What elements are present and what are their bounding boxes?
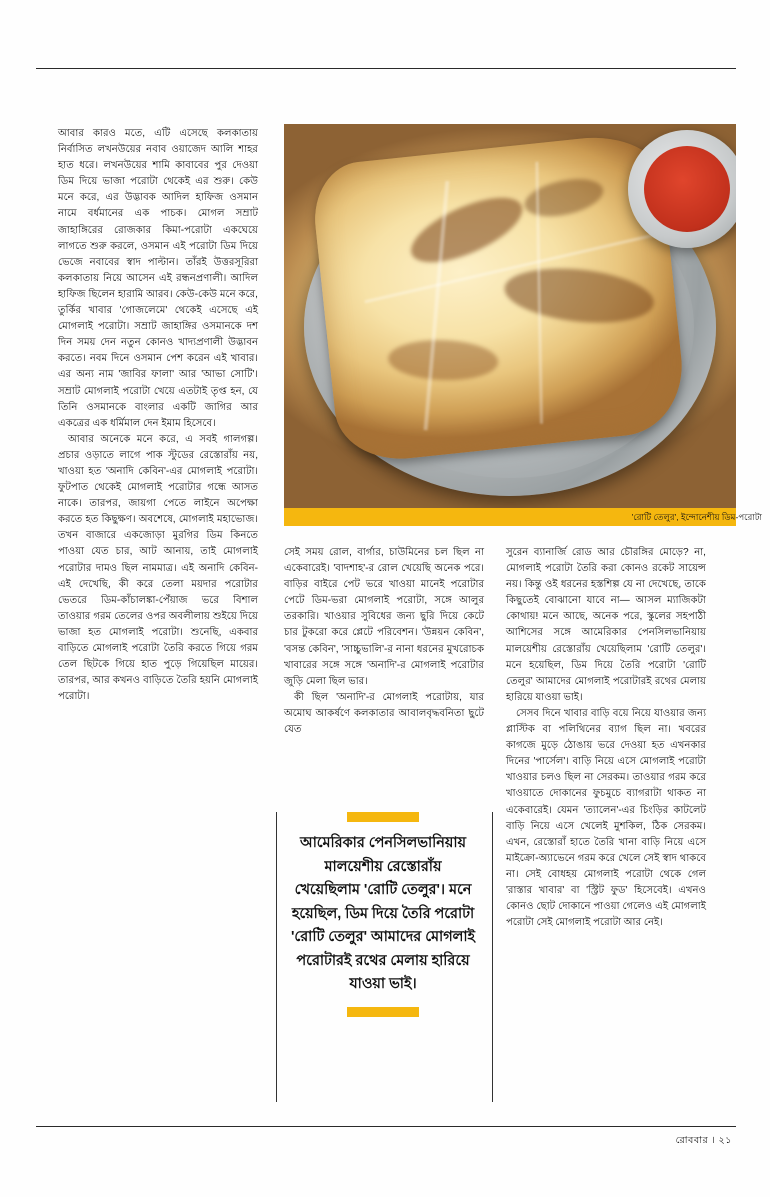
char-mark — [388, 338, 499, 382]
char-mark — [403, 185, 531, 276]
char-mark — [502, 262, 657, 329]
pullquote — [290, 812, 476, 1017]
article-column-middle — [284, 545, 484, 738]
article-column-right — [506, 545, 706, 931]
paragraph: আবার কারও মতে, এটি এসেছে কলকাতায় নির্বাসিত লখনউয়ের নবাব ওয়াজেদ আলি শাহর হাত ধরে। লখনউয়ের শামি কাবাবের পুর দেওয়া ডিম দিয়ে ভাজা পরোটা থেকেই এর শুরু। কেউ মনে করে, এর উদ্ভাবক আদিল হাফিজ ওসমান নামে বর্ধমানের এক পাচক। মোগল সম্রাট জাহাঙ্গিরের রোজকার কিমা-পরোটা একঘেয়ে লাগতে শুরু করলে, ওসমান এই পরোটা ডিম দিয়ে ভেজে নবাবের স্বাদ পাল্টান। তাঁরই উত্তরসূরিরা কলকাতায় নিয়ে আসেন এই রন্ধনপ্রণালী। আদিল হাফিজ ছিলেন হারামি আরব। কেউ-কেউ মনে করে, তুর্কির খাবার 'গোজলেমে' থেকেই এসেছে এই মোগলাই পরোটা। সম্রাট জাহাঙ্গির ওসমানকে দশ দিন সময় দেন নতুন কোনও খাদ্যপ্রণালী উদ্ভাবন করতে। নবম দিনে ওসমান পেশ করেন এই খাবার। এর অন্য নাম 'জাবির ফালা' আর 'আভা সোটি'। সম্রাট মোগলাই পরোটা খেয়ে এতটাই তৃপ্ত হন, যে তিনি ওসমানকে বাংলার একটি জাগির আর একত্রের এক ধর্মিমাল দেন ইমাম হিসেবে। — [58, 128, 258, 429]
paragraph: সেই সময় রোল, বার্গার, চাউমিনের চল ছিল না একেবারেই। 'বাদশাহ'-র রোল খেয়েছি অনেক পরে। বাড়ির বাইরে পেট ভরে খাওয়া মানেই পরোটার পেটে ডিম-ভরা মোগলাই পরোটা, সঙ্গে আলুর তরকারি। খাওয়ার সুবিধের জন্য ছুরি দিয়ে কেটে চার টুকরো করে প্লেটে পরিবেশন। 'উন্নয়ন কেবিন', 'বসন্ত কেবিন', 'সাচ্চুভালি'-র নানা ধরনের মুখরোচক খাবারের সঙ্গে সঙ্গে 'অনাদি'-র মোগলাই পরোটার জুড়ি মেলা ছিল ভার। — [284, 547, 484, 687]
photo-background — [284, 124, 736, 517]
page-folio: রোববার । ২১ — [675, 1135, 732, 1146]
top-divider — [36, 68, 736, 69]
paragraph: কী ছিল 'অনাদি'-র মোগলাই পরোটায়, যার অমোঘ আকর্ষণে কলকাতার আবালবৃদ্ধবনিতা ছুটে যেত — [284, 691, 484, 736]
char-mark — [521, 173, 606, 223]
pullquote-rule-right — [492, 812, 493, 1102]
pullquote-bar-bottom — [347, 1007, 419, 1017]
article-photo — [284, 124, 736, 517]
pullquote-rule-left — [276, 812, 277, 1102]
pullquote-bar-top — [347, 812, 419, 822]
paragraph: সুরেন ব্যানার্জি রোড আর চৌরঙ্গির মোড়ে? না, মোগলাই পরোটা তৈরি করা কোনও রকেট সায়েন্স নয়। কিন্তু ওই ধরনের হস্তশিল্প যে না দেখেছে, তাকে কিছুতেই বোঝানো যাবে না— আসল ম্যাজিকটা কোথায়! মনে আছে, অনেক পরে, স্কুলের সহপাঠী আশিসের সঙ্গে আমেরিকার পেনসিলভানিয়ায় মালয়েশীয় রেস্তোরাঁয় খেয়েছিলাম 'রোটি তেলুর'। মনে হয়েছিল, ডিম দিয়ে তৈরি পরোটা 'রোটি তেলুর' আমাদের মোগলাই পরোটারই রথের মেলায় হারিয়ে যাওয়া ভাই। — [506, 547, 706, 703]
pullquote-text: আমেরিকার পেনসিলভানিয়ায় মালয়েশীয় রেস্তোরাঁয় খেয়েছিলাম 'রোটি তেলুর'। মনে হয়েছিল, ডিম দিয়ে তৈরি পরোটা 'রোটি তেলুর' আমাদের মোগলাই পরোটারই রথের মেলায় হারিয়ে যাওয়া ভাই। — [290, 835, 476, 992]
photo-caption: 'রোটি তেলুর', ইন্দোনেশীয় ডিম-পরোটা — [631, 512, 762, 522]
paragraph: আবার অনেকে মনে করে, এ সবই গালগল্প। প্রচার ওড়াতে লাগে পাক স্টুডের রেস্তোরাঁয় নয়, খাওয়া হত 'অনাদি কেবিন'-এর মোগলাই পরোটা। ফুটপাত থেকেই মোগলাই পরোটার গন্ধে আসত নাকে। তারপর, জায়গা পেতে লাইনে অপেক্ষা করতে হত কিছুক্ষণ। অবশেষে, মোগলাই মহাভোজ। তখন বাজারে একজোড়া মুরগির ডিম কিনতে পাওয়া যেত চার, আট আনায়, তাই মোগলাই পরোটার দামও ছিল নামমাত্র। এই অনাদি কেবিন-এই দেখেছি, কী করে তেলা ময়দার পরোটার ভেতরে ডিম-কাঁচালঙ্কা-পেঁয়াজ ভরে বিশাল তাওয়ার গরম তেলের ওপর অবলীলায় শুইয়ে দিয়ে ভাজা হত মোগলাই পরোটা। শুনেছি, একবার বাড়িতে মোগলাই পরোটা তৈরি করতে গিয়ে গরম তেল ছিটকে গিয়ে হাত পুড়ে গিয়েছিল মায়ের। তারপর, আর কখনও বাড়িতে তৈরি হয়নি মোগলাই পরোটা। — [58, 433, 258, 703]
paragraph: সেসব দিনে খাবার বাড়ি বয়ে নিয়ে যাওয়ার জন্য প্লাস্টিক বা পলিথিনের ব্যাগ ছিল না। খবরের কাগজে মুড়ে ঠোঙায় ভরে দেওয়া হত এখনকার দিনের 'পার্সেল'। বাড়ি নিয়ে এসে মোগলাই পরোটা খাওয়ার চলও ছিল না সেরকম। তাওয়ার গরম করে খাওয়াতে দোকানের ফুচমুচে ব্যাগরাটা থাকত না একেবারেই। যেমন 'ত্যালেন'-এর চিংড়ির কাটলেট বাড়ি নিয়ে এসে খেলেই মুশকিল, ঠিক সেরকম। এখন, রেস্তোরাঁ হাতে তৈরি খানা বাড়ি নিয়ে এসে মাইক্রো-অ্যাভেনে গরম করে খেলে সেই স্বাদ থাকবে না। সেই বোধহয় মোগলাই পরোটা থেকে গেল 'রাস্তার খাবার' বা 'স্ট্রিট ফুড' হিসেবেই। এখনও কোনও ছোট দোকানে পাওয়া গেলেও এই মোগলাই পরোটা সেই মোগলাই পরোটা আর নেই। — [506, 707, 706, 929]
footer-divider — [36, 1126, 736, 1127]
sauce-bowl — [628, 130, 736, 248]
fold-line — [424, 181, 450, 430]
article-column-left — [58, 126, 258, 705]
